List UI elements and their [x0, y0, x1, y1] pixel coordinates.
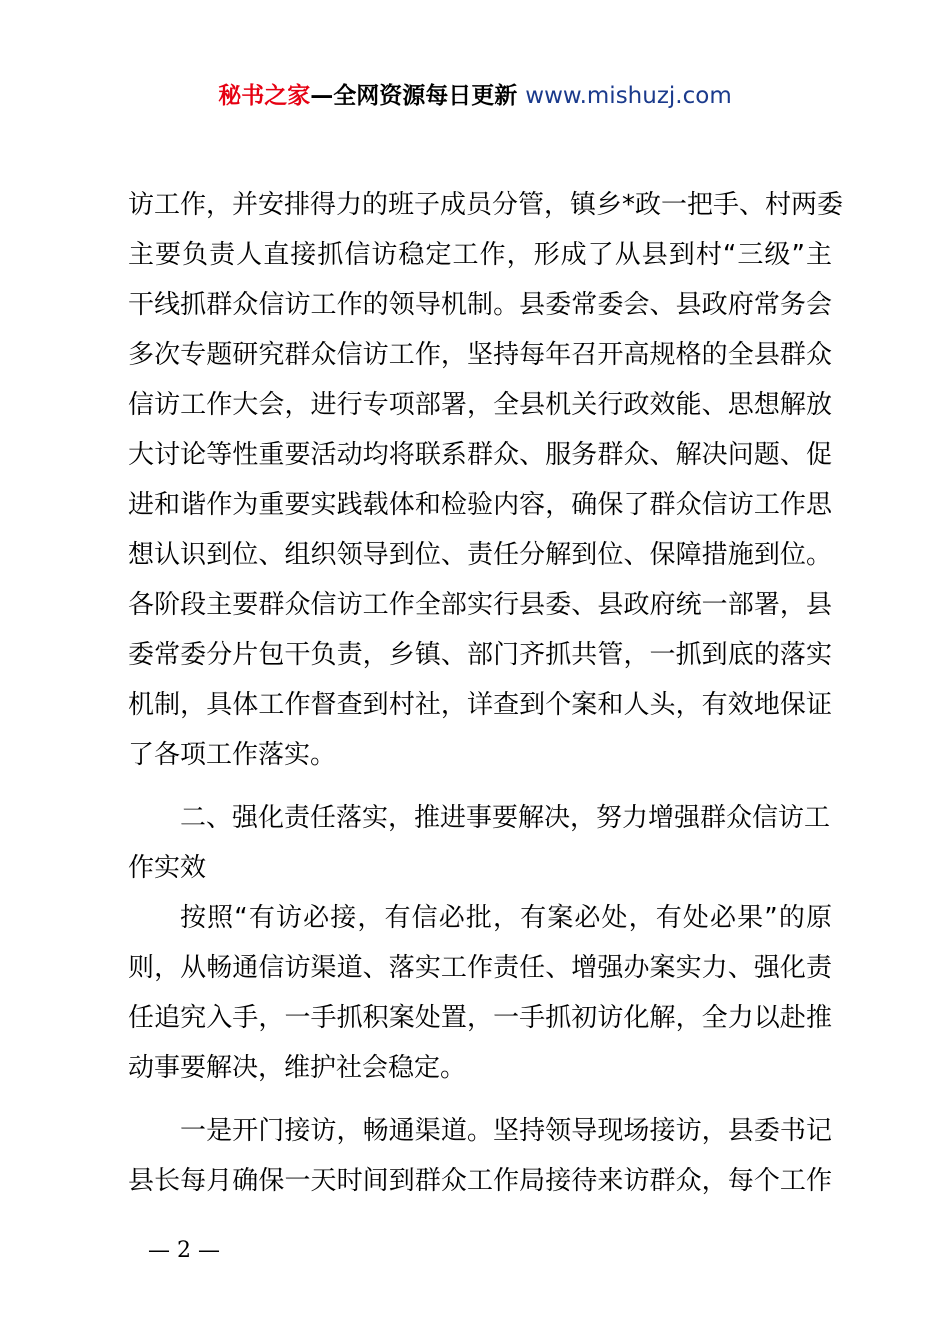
- text-line: 各阶段主要群众信访工作全部实行县委、县政府统一部署，县: [128, 590, 832, 620]
- text-line: 信访工作大会，进行专项部署，全县机关行政效能、思想解放: [128, 390, 832, 420]
- text-line: 进和谐作为重要实践载体和检验内容，确保了群众信访工作思: [128, 490, 832, 520]
- text-line: 县长每月确保一天时间到群众工作局接待来访群众，每个工作: [128, 1166, 832, 1196]
- text-line: 动事要解决，维护社会稳定。: [128, 1053, 467, 1083]
- text-line: 访工作，并安排得力的班子成员分管，镇乡*政一把手、村两委: [128, 190, 844, 220]
- text-line: 干线抓群众信访工作的领导机制。县委常委会、县政府常务会: [128, 290, 832, 320]
- brand-name: 秘书之家: [218, 83, 311, 109]
- section-heading: [128, 793, 832, 893]
- text-line: 机制，具体工作督查到村社，详查到个案和人头，有效地保证: [128, 690, 832, 720]
- text-line: 了各项工作落实。: [128, 740, 337, 770]
- header-slogan: —全网资源每日更新: [310, 83, 518, 109]
- text-line: 想认识到位、组织领导到位、责任分解到位、保障措施到位。: [128, 540, 832, 570]
- paragraph-1: [128, 180, 844, 780]
- document-body: [128, 180, 844, 1206]
- text-line: 多次专题研究群众信访工作，坚持每年召开高规格的全县群众: [128, 340, 832, 370]
- text-line: 按照“有访必接，有信必批，有案必处，有处必果”的原: [180, 903, 832, 933]
- site-header: [0, 80, 950, 112]
- heading-line: 作实效: [128, 853, 207, 883]
- text-line: 大讨论等性重要活动均将联系群众、服务群众、解决问题、促: [128, 440, 832, 470]
- text-line: 委常委分片包干负责，乡镇、部门齐抓共管，一抓到底的落实: [128, 640, 832, 670]
- text-line: 主要负责人直接抓信访稳定工作，形成了从县到村“三级”主: [128, 240, 832, 270]
- page-number: — 2 —: [148, 1238, 220, 1263]
- text-line: 任追究入手，一手抓积案处置，一手抓初访化解，全力以赴推: [128, 1003, 832, 1033]
- text-line: 则，从畅通信访渠道、落实工作责任、增强办案实力、强化责: [128, 953, 832, 983]
- header-url[interactable]: www.mishuzj.com: [525, 83, 732, 109]
- heading-line: 二、强化责任落实，推进事要解决，努力增强群众信访工: [180, 803, 831, 833]
- paragraph-3: [128, 893, 832, 1093]
- paragraph-4: [128, 1106, 832, 1206]
- text-line: 一是开门接访，畅通渠道。坚持领导现场接访，县委书记: [180, 1116, 832, 1146]
